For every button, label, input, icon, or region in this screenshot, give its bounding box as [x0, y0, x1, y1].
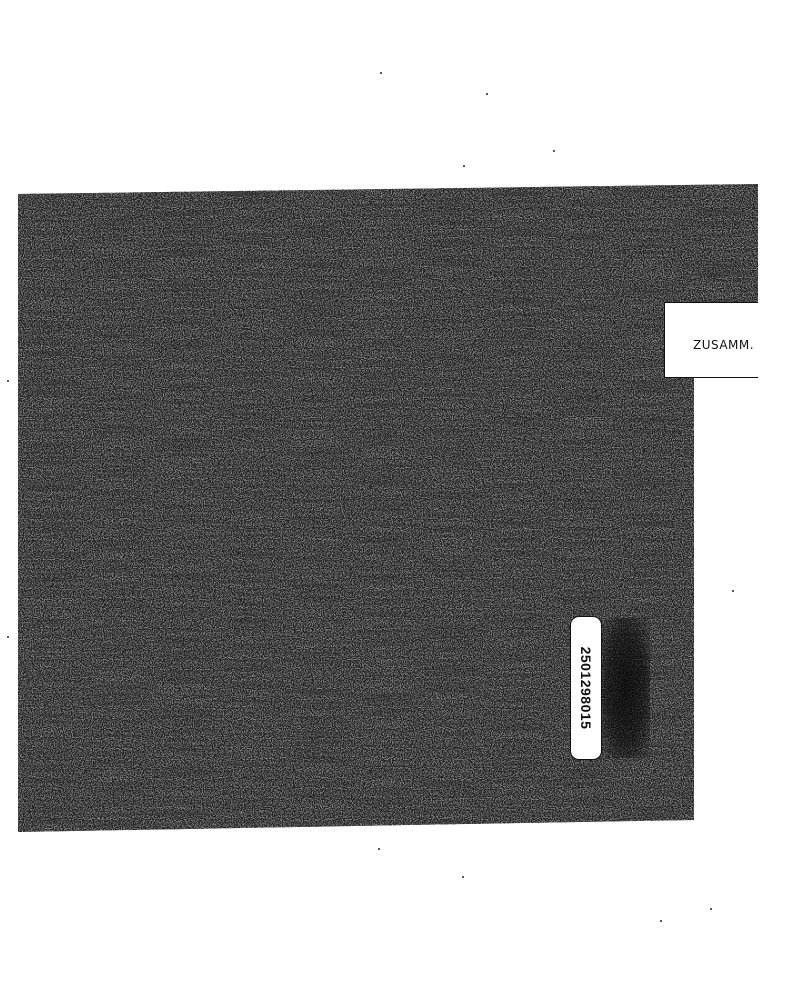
- stray-speck: [7, 380, 9, 382]
- document-id: 2501298015: [578, 646, 594, 730]
- stray-speck: [7, 636, 9, 638]
- stray-speck: [380, 72, 382, 74]
- stray-speck: [462, 876, 464, 878]
- stray-speck: [378, 848, 380, 850]
- stray-speck: [660, 920, 662, 922]
- scan-smudge: [602, 618, 650, 758]
- document-id-sticker: [570, 616, 602, 760]
- stray-speck: [710, 908, 712, 910]
- tab-label-box: [664, 302, 758, 378]
- stray-speck: [463, 165, 465, 167]
- stray-speck: [553, 150, 555, 152]
- stray-speck: [486, 93, 488, 95]
- tab-label-text: ZUSAMM.: [693, 338, 755, 352]
